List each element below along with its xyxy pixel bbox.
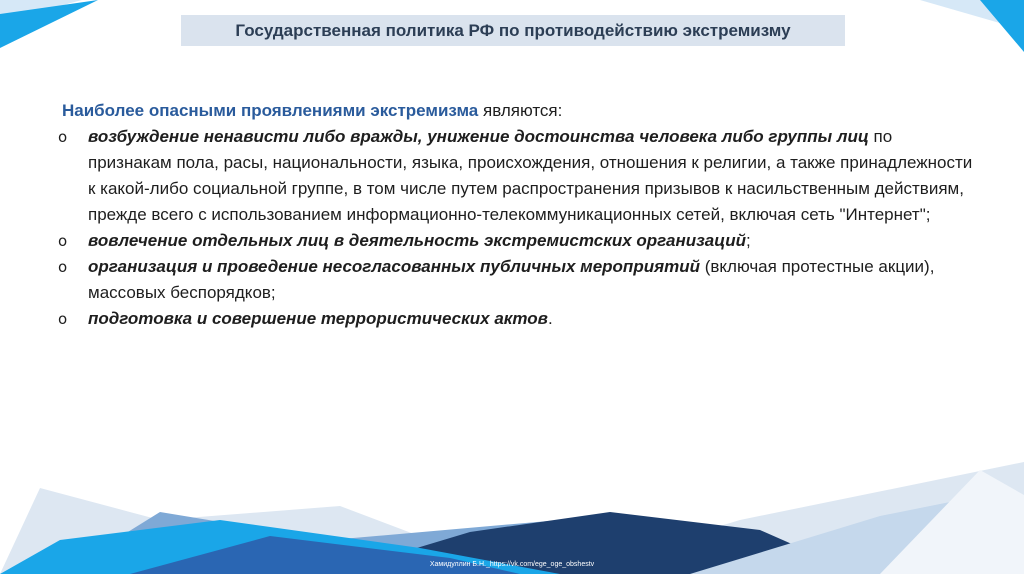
item-text: по признакам пола, расы, национальности, языка, происхождения, отношения к религии, а также принадлежности к какой-либо социальной группе, в том числе путем распространения призывов к насильственным действиям, прежде всего с использованием информационно-телекоммуникационных сетей, включая сеть "Интернет"; xyxy=(88,127,973,224)
bullet-list xyxy=(58,124,978,332)
slide-title: Государственная политика РФ по противодействию экстремизму xyxy=(235,20,791,40)
intro-line xyxy=(62,98,978,124)
item-emphasis: возбуждение ненависти либо вражды, унижение достоинства человека либо группы лиц xyxy=(88,127,869,146)
title-bar xyxy=(181,15,845,46)
list-item xyxy=(58,254,978,306)
circle-bullet-icon: o xyxy=(58,258,68,276)
intro-rest: являются: xyxy=(478,101,563,120)
list-item xyxy=(58,228,978,254)
slide-content xyxy=(58,98,978,332)
circle-bullet-icon: o xyxy=(58,310,68,328)
footer-credit: Хамидуллин Б.Н._https://vk.com/ege_oge_obshestv xyxy=(429,561,595,568)
item-emphasis: организация и проведение несогласованных публичных мероприятий xyxy=(88,257,700,276)
item-text: ; xyxy=(746,231,751,250)
circle-bullet-icon: o xyxy=(58,128,68,146)
circle-bullet-icon: o xyxy=(58,232,68,250)
intro-lead: Наиболее опасными проявлениями экстремизма xyxy=(62,101,479,120)
item-text: . xyxy=(547,309,553,328)
item-emphasis: подготовка и совершение террористических актов xyxy=(88,309,548,328)
item-text: (включая протестные акции), массовых беспорядков; xyxy=(88,257,935,302)
list-item xyxy=(58,124,978,228)
list-item xyxy=(58,306,978,332)
item-emphasis: вовлечение отдельных лиц в деятельность экстремистских организаций xyxy=(88,231,746,250)
